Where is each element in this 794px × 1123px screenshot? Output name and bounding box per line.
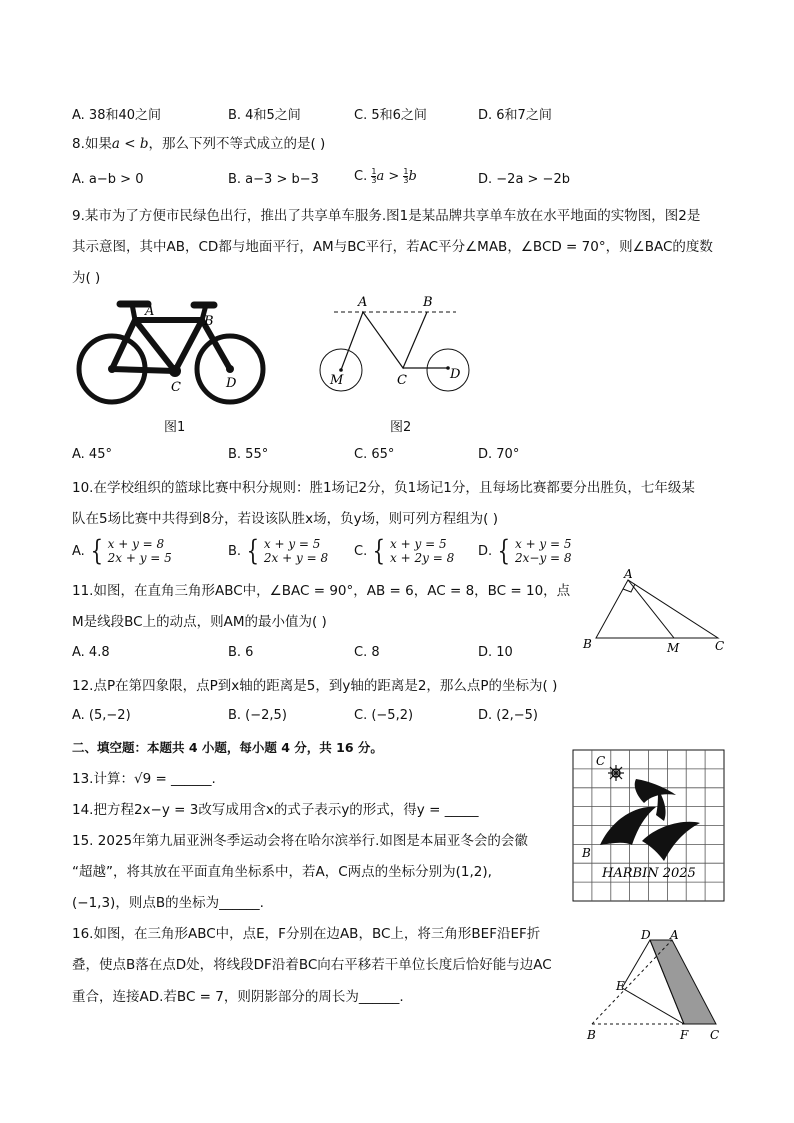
q16-label-d: D <box>641 928 651 942</box>
q8-stem: 8.如果a < b，那么下列不等式成立的是( ) <box>72 136 326 152</box>
q11-option-a: A. 4.8 <box>72 645 110 660</box>
q16-label-c: C <box>710 1028 720 1042</box>
section-fill-in-heading: 二、填空题：本题共 4 小题，每小题 4 分，共 16 分。 <box>72 740 383 755</box>
fig2-caption: 图2 <box>390 420 412 435</box>
q7-option-a: A. 38和40之间 <box>72 108 162 123</box>
bicycle-figure <box>72 296 272 414</box>
q9-option-d: D. 70° <box>478 447 520 462</box>
fig2-label-b: B <box>423 295 433 310</box>
q7-option-b: B. 4和5之间 <box>228 108 301 123</box>
q11-label-a: A <box>624 568 633 581</box>
q9-line3: 为( ) <box>72 270 101 286</box>
q16-fold-figure <box>580 924 726 1044</box>
q9-option-b: B. 55° <box>228 447 269 462</box>
q15-line1: 15. 2025年第九届亚洲冬季运动会将在哈尔滨举行.如图是本届亚冬会的会徽 <box>72 833 528 849</box>
fig2-label-c: C <box>397 373 407 388</box>
q12-option-a: A. (5,−2) <box>72 708 131 723</box>
q11-label-m: M <box>667 641 680 655</box>
q10-line2: 队在5场比赛中共得到8分，若设该队胜x场，负y场，则可列方程组为( ) <box>72 511 498 527</box>
q9-line1: 9.某市为了方便市民绿色出行，推出了共享单车服务.图1是某品牌共享单车放在水平地面的实物图，图2是 <box>72 208 701 224</box>
q12-line1: 12.点P在第四象限，点P到x轴的距离是5，到y轴的距离是2，那么点P的坐标为( ) <box>72 678 558 694</box>
fig1-caption: 图1 <box>164 420 186 435</box>
q16-label-e: E <box>616 979 625 993</box>
q16-label-f: F <box>680 1028 689 1042</box>
q12-option-b: B. (−2,5) <box>228 708 287 723</box>
bicycle-schematic <box>306 292 486 410</box>
q8-option-a: A. a−b > 0 <box>72 172 144 187</box>
q9-line2: 其示意图，其中AB，CD都与地面平行，AM与BC平行，若AC平分∠MAB，∠BCD = 70°，则∠BAC的度数 <box>72 239 713 255</box>
q15-label-c: C <box>596 754 606 768</box>
fig1-label-a: A <box>145 304 155 319</box>
logo-text: HARBIN 2025 <box>602 866 696 881</box>
q11-option-d: D. 10 <box>478 645 513 660</box>
q11-line2: M是线段BC上的动点，则AM的最小值为( ) <box>72 614 327 630</box>
q10-option-d: D. { x + y = 5 2x−y = 8 <box>478 534 572 567</box>
q12-option-c: C. (−5,2) <box>354 708 414 723</box>
asian-winter-games-logo-grid <box>572 749 726 903</box>
q16-line2: 叠，使点B落在点D处，将线段DF沿着BC向右平移若干单位长度后恰好能与边AC <box>72 957 552 973</box>
q8-option-c: C. $\frac{1}{3}$ a > $\frac{1}{3}$ b <box>354 167 417 185</box>
q15-line3: (−1,3)，则点B的坐标为______. <box>72 895 264 911</box>
fig2-label-d: D <box>450 367 461 382</box>
q7-option-d: D. 6和7之间 <box>478 108 552 123</box>
q14: 14.把方程2x−y = 3改写成用含x的式子表示y的形式，得y = _____ <box>72 802 479 818</box>
q13: 13.计算：√9 = ______. <box>72 771 216 787</box>
q11-option-b: B. 6 <box>228 645 254 660</box>
q11-line1: 11.如图，在直角三角形ABC中，∠BAC = 90°，AB = 6，AC = 8，BC = 10，点 <box>72 583 571 599</box>
q11-triangle-figure <box>578 568 728 658</box>
fig1-label-d: D <box>226 376 237 391</box>
q16-line1: 16.如图，在三角形ABC中，点E，F分别在边AB，BC上，将三角形BEF沿EF折 <box>72 926 541 942</box>
q7-option-c: C. 5和6之间 <box>354 108 427 123</box>
q8-option-d: D. −2a > −2b <box>478 172 570 187</box>
q15-line2: “超越”，将其放在平面直角坐标系中，若A，C两点的坐标分别为(1,2), <box>72 864 492 880</box>
fig2-label-m: M <box>330 373 344 388</box>
q11-label-c: C <box>715 639 725 653</box>
q16-label-b: B <box>587 1028 596 1042</box>
q10-option-c: C. { x + y = 5 x + 2y = 8 <box>354 534 455 567</box>
q11-label-b: B <box>583 637 592 651</box>
q8-option-b: B. a−3 > b−3 <box>228 172 319 187</box>
q16-line3: 重合，连接AD.若BC = 7，则阴影部分的周长为______. <box>72 989 404 1005</box>
q9-option-a: A. 45° <box>72 447 112 462</box>
fig1-label-c: C <box>171 380 181 395</box>
fig2-label-a: A <box>358 295 368 310</box>
q10-option-a: A. { x + y = 8 2x + y = 5 <box>72 534 172 567</box>
q15-label-b: B <box>582 846 591 860</box>
q9-option-c: C. 65° <box>354 447 395 462</box>
q16-label-a: A <box>670 928 679 942</box>
fig1-label-b: B <box>204 314 214 329</box>
q10-option-b: B. { x + y = 5 2x + y = 8 <box>228 534 329 567</box>
q11-option-c: C. 8 <box>354 645 380 660</box>
q12-option-d: D. (2,−5) <box>478 708 538 723</box>
q10-line1: 10.在学校组织的篮球比赛中积分规则：胜1场记2分，负1场记1分，且每场比赛都要分出胜负，七年级某 <box>72 480 695 496</box>
